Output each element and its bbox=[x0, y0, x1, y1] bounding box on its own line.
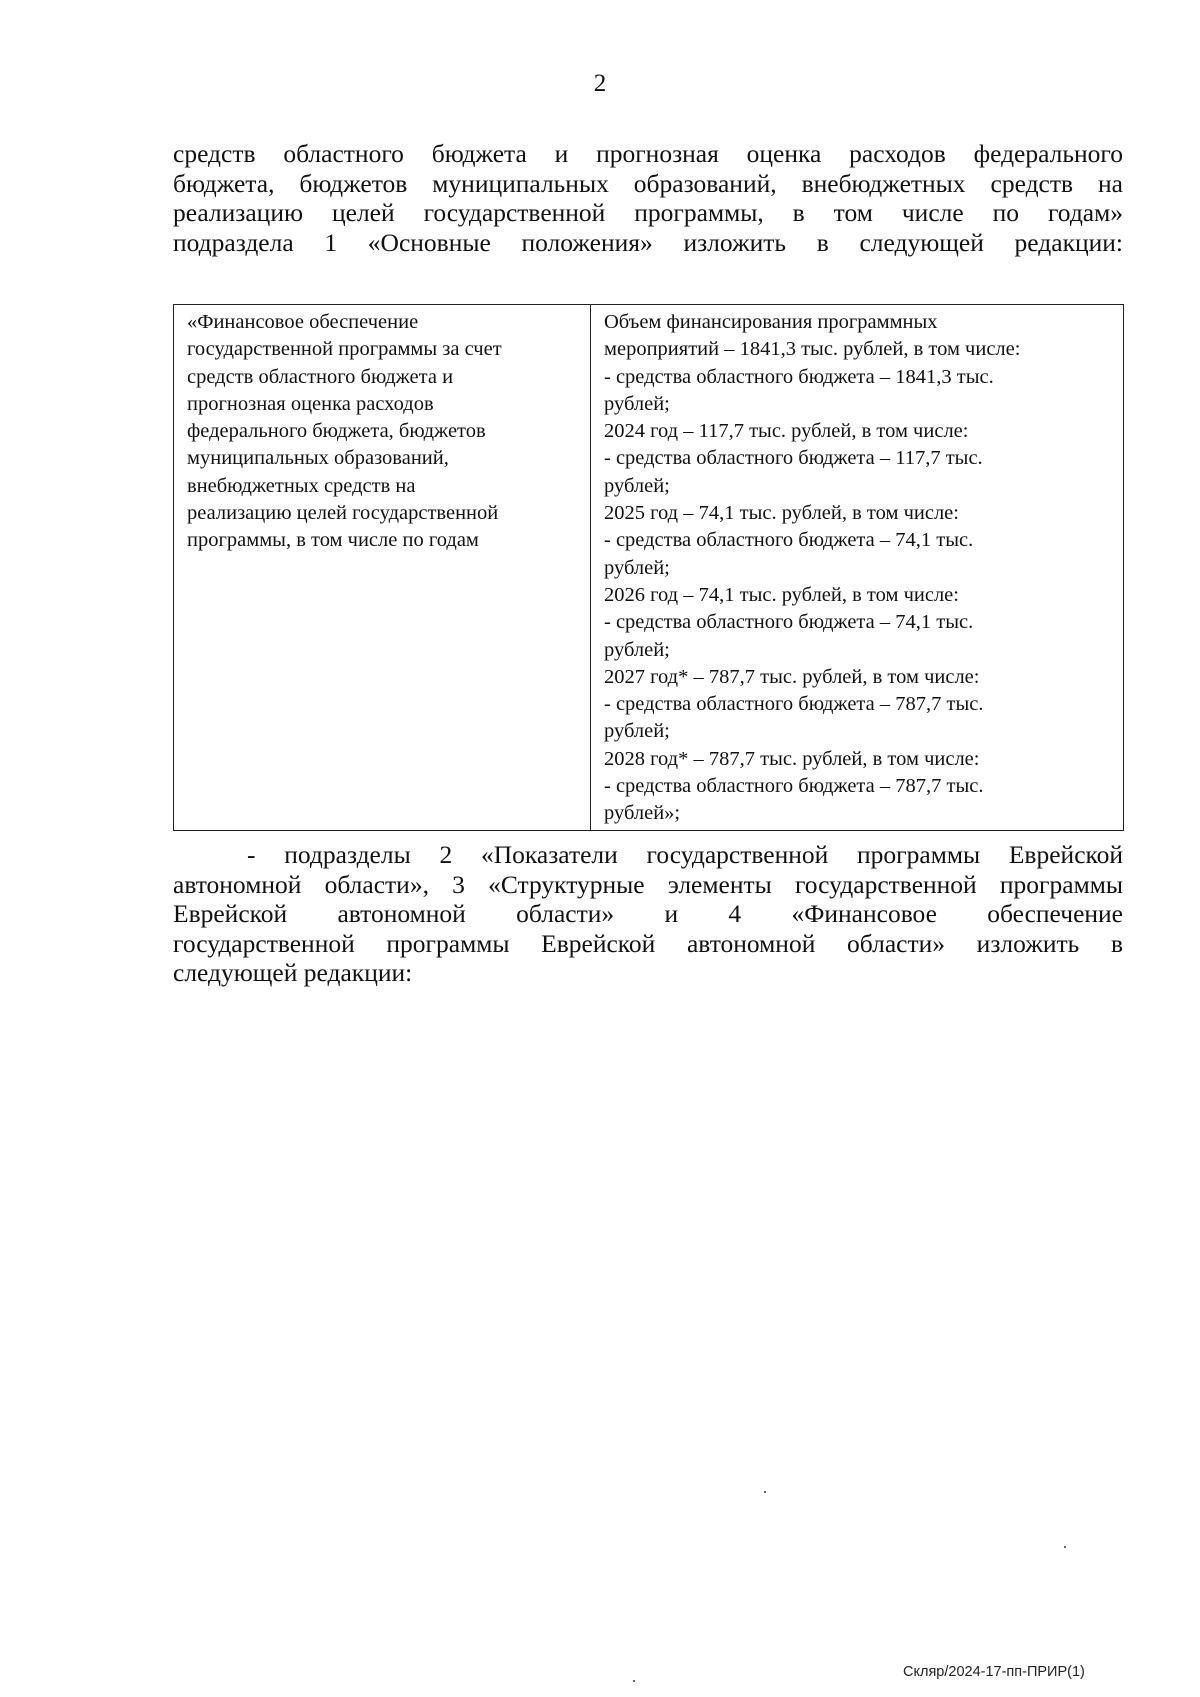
page-number: 2 bbox=[593, 70, 607, 97]
intro-line: подраздела 1 «Основные положения» изложить в следующей редакции: bbox=[173, 227, 1123, 257]
value-line: 2028 год* – 787,7 тыс. рублей, в том числе: bbox=[604, 747, 980, 770]
table-cell-label bbox=[174, 305, 591, 831]
value-line: рублей; bbox=[604, 392, 670, 415]
intro-line: бюджета, бюджетов муниципальных образований, внебюджетных средств на bbox=[173, 168, 1123, 198]
subsections-paragraph bbox=[173, 840, 1123, 988]
label-line: муниципальных образований, bbox=[187, 447, 449, 470]
subsections-line: - подразделы 2 «Показатели государственной программы Еврейской bbox=[247, 840, 1123, 869]
value-line: Объем финансирования программных bbox=[604, 311, 938, 333]
label-line: федерального бюджета, бюджетов bbox=[187, 420, 486, 443]
value-line: мероприятий – 1841,3 тыс. рублей, в том числе: bbox=[604, 338, 1021, 361]
table-cell-values bbox=[591, 305, 1124, 831]
value-line: 2027 год* – 787,7 тыс. рублей, в том числе: bbox=[604, 665, 980, 688]
label-line: прогнозная оценка расходов bbox=[187, 392, 434, 415]
label-line: государственной программы за счет bbox=[187, 338, 502, 361]
value-line: рублей; bbox=[604, 638, 670, 661]
label-line: «Финансовое обеспечение bbox=[187, 311, 419, 333]
subsections-line: следующей редакции: bbox=[173, 958, 413, 987]
value-line: - средства областного бюджета – 787,7 тыс. bbox=[604, 775, 984, 798]
label-line: внебюджетных средств на bbox=[187, 474, 416, 497]
document-code: Скляр/2024-17-пп-ПРИР(1) bbox=[903, 1664, 1085, 1680]
value-line: - средства областного бюджета – 74,1 тыс. bbox=[604, 611, 974, 634]
scan-speck bbox=[633, 1680, 635, 1682]
financing-table bbox=[173, 304, 1124, 831]
value-line: рублей; bbox=[604, 556, 670, 579]
value-line: рублей»; bbox=[604, 802, 681, 825]
scan-speck bbox=[764, 1491, 766, 1493]
subsections-line: государственной программы Еврейской автономной области» изложить в bbox=[173, 928, 1123, 958]
value-line: - средства областного бюджета – 787,7 тыс. bbox=[604, 693, 984, 716]
value-line: рублей; bbox=[604, 720, 670, 743]
intro-line: реализацию целей государственной программы, в том числе по годам» bbox=[173, 198, 1123, 227]
value-line: - средства областного бюджета – 1841,3 тыс. bbox=[604, 365, 994, 388]
value-line: 2025 год – 74,1 тыс. рублей, в том числе: bbox=[604, 502, 959, 525]
intro-paragraph bbox=[173, 139, 1123, 257]
subsections-line: Еврейской автономной области» и 4 «Финансовое обеспечение bbox=[173, 899, 1123, 928]
label-line: реализацию целей государственной bbox=[187, 502, 499, 525]
label-line: средств областного бюджета и bbox=[187, 365, 454, 388]
subsections-line: автономной области», 3 «Структурные элементы государственной программы bbox=[173, 869, 1123, 899]
value-line: рублей; bbox=[604, 474, 670, 497]
scan-speck bbox=[1064, 1546, 1066, 1548]
value-line: 2024 год – 117,7 тыс. рублей, в том числе: bbox=[604, 420, 969, 443]
value-line: - средства областного бюджета – 117,7 тыс. bbox=[604, 447, 983, 470]
label-line: программы, в том числе по годам bbox=[187, 529, 479, 552]
value-line: 2026 год – 74,1 тыс. рублей, в том числе: bbox=[604, 583, 959, 606]
value-line: - средства областного бюджета – 74,1 тыс. bbox=[604, 529, 974, 552]
intro-line: средств областного бюджета и прогнозная оценка расходов федерального bbox=[173, 139, 1123, 168]
table-row bbox=[174, 305, 1124, 831]
